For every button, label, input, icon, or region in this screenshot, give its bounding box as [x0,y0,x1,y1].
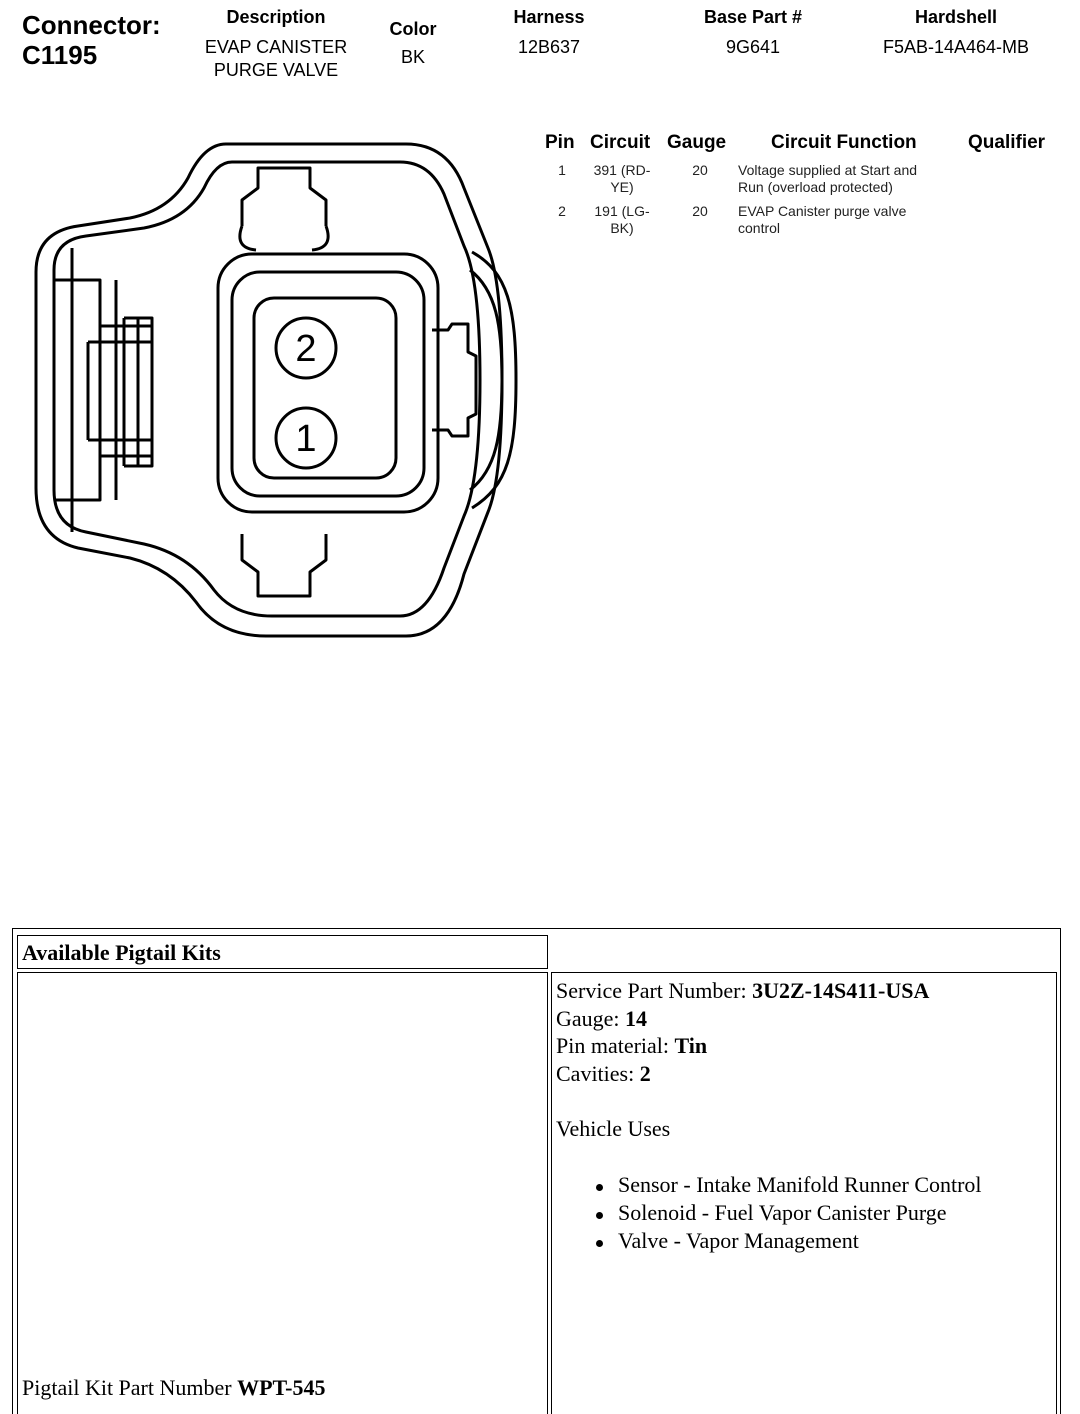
kit-gauge-label: Gauge: [556,1006,626,1031]
gauge-header: Gauge [667,132,727,153]
circuit-function-header: Circuit Function [771,132,917,153]
row-function [738,203,958,237]
harness-value: 12B637 [517,37,581,57]
row-gauge: 20 [692,203,708,219]
color-value: BK [400,47,425,67]
pigtail-kit-details-cell [551,972,1057,1414]
qualifier-header: Qualifier [968,132,1046,153]
description-heading: Description [226,7,326,27]
housing-inner [54,162,480,616]
row-function-line-1: Voltage supplied at Start and [738,162,918,178]
vehicle-uses-heading: Vehicle Uses [556,1116,671,1141]
kit-gauge [556,1005,647,1033]
pin-material [556,1032,707,1060]
pigtail-kits-title: Available Pigtail Kits [22,940,221,965]
list-item [592,1227,982,1255]
vehicle-use-text: Sensor - Intake Manifold Runner Control [618,1172,982,1197]
pigtail-kit-pn-label: Pigtail Kit Part Number [22,1375,238,1400]
pigtail-kit-pn-value: WPT-545 [237,1375,326,1400]
cavities-value: 2 [639,1061,651,1086]
service-part-number [556,977,929,1005]
row-circuit-line-1: 391 (RD- [593,162,651,178]
pin-2-label: 2 [295,328,317,370]
left-latch-frame [54,280,100,500]
description-column [186,6,366,82]
row-gauge: 20 [692,162,708,178]
pigtail-kits-title-cell [17,935,548,969]
vehicle-uses-list [592,1171,982,1255]
color-heading: Color [389,19,437,39]
base-part-value: 9G641 [725,37,781,57]
pin-material-label: Pin material: [556,1033,675,1058]
row-circuit [584,203,660,237]
row-circuit-line-1: 191 (LG- [594,203,650,219]
kit-gauge-value: 14 [625,1006,648,1031]
row-function-line-1: EVAP Canister purge valve [738,203,907,219]
cavity-outer-frame [218,254,438,512]
row-function-line-2: Run (overload protected) [738,179,893,195]
housing-outer [36,144,502,636]
pigtail-kit-image-cell [17,972,548,1414]
hardshell-value: F5AB-14A464-MB [882,37,1030,57]
description-line-1: EVAP CANISTER [204,37,348,57]
service-pn-value: 3U2Z-14S411-USA [752,978,930,1003]
connector-face-diagram [20,130,520,645]
base-part-column [676,6,830,59]
hardshell-column [858,6,1054,59]
latch-teeth [100,326,152,456]
hardshell-heading: Hardshell [914,7,998,27]
bottom-notch [242,534,326,596]
base-part-heading: Base Part # [703,7,803,27]
pin-1 [276,408,336,468]
circuit-header: Circuit [590,132,651,153]
harness-heading: Harness [513,7,585,27]
pin-2 [276,318,336,378]
row-function [738,162,958,196]
harness-column [488,6,610,59]
connector-label: Connector: [22,10,161,40]
row-pin: 1 [558,162,566,178]
cavities [556,1060,651,1088]
pigtail-kit-part-number [22,1375,326,1401]
bullet-icon [596,1184,603,1191]
bullet-icon [596,1212,603,1219]
connector-id: C1195 [22,40,98,70]
row-function-line-2: control [738,220,781,236]
vehicle-use-text: Solenoid - Fuel Vapor Canister Purge [618,1200,947,1225]
description-value [186,36,366,82]
connector-header [22,10,161,70]
bullet-icon [596,1240,603,1247]
pin-material-value: Tin [674,1033,708,1058]
row-circuit-line-2: YE) [610,179,634,195]
pin-1-label: 1 [295,418,317,460]
list-item [592,1171,982,1199]
cavities-label: Cavities: [556,1061,640,1086]
pin-header: Pin [545,132,575,153]
row-pin: 2 [558,203,566,219]
color-column [378,18,448,69]
vehicle-use-text: Valve - Vapor Management [618,1228,859,1253]
top-notch [242,168,326,226]
row-circuit [584,162,660,196]
description-line-2: PURGE VALVE [213,60,339,80]
service-pn-label: Service Part Number: [556,978,753,1003]
row-circuit-line-2: BK) [610,220,634,236]
list-item [592,1199,982,1227]
